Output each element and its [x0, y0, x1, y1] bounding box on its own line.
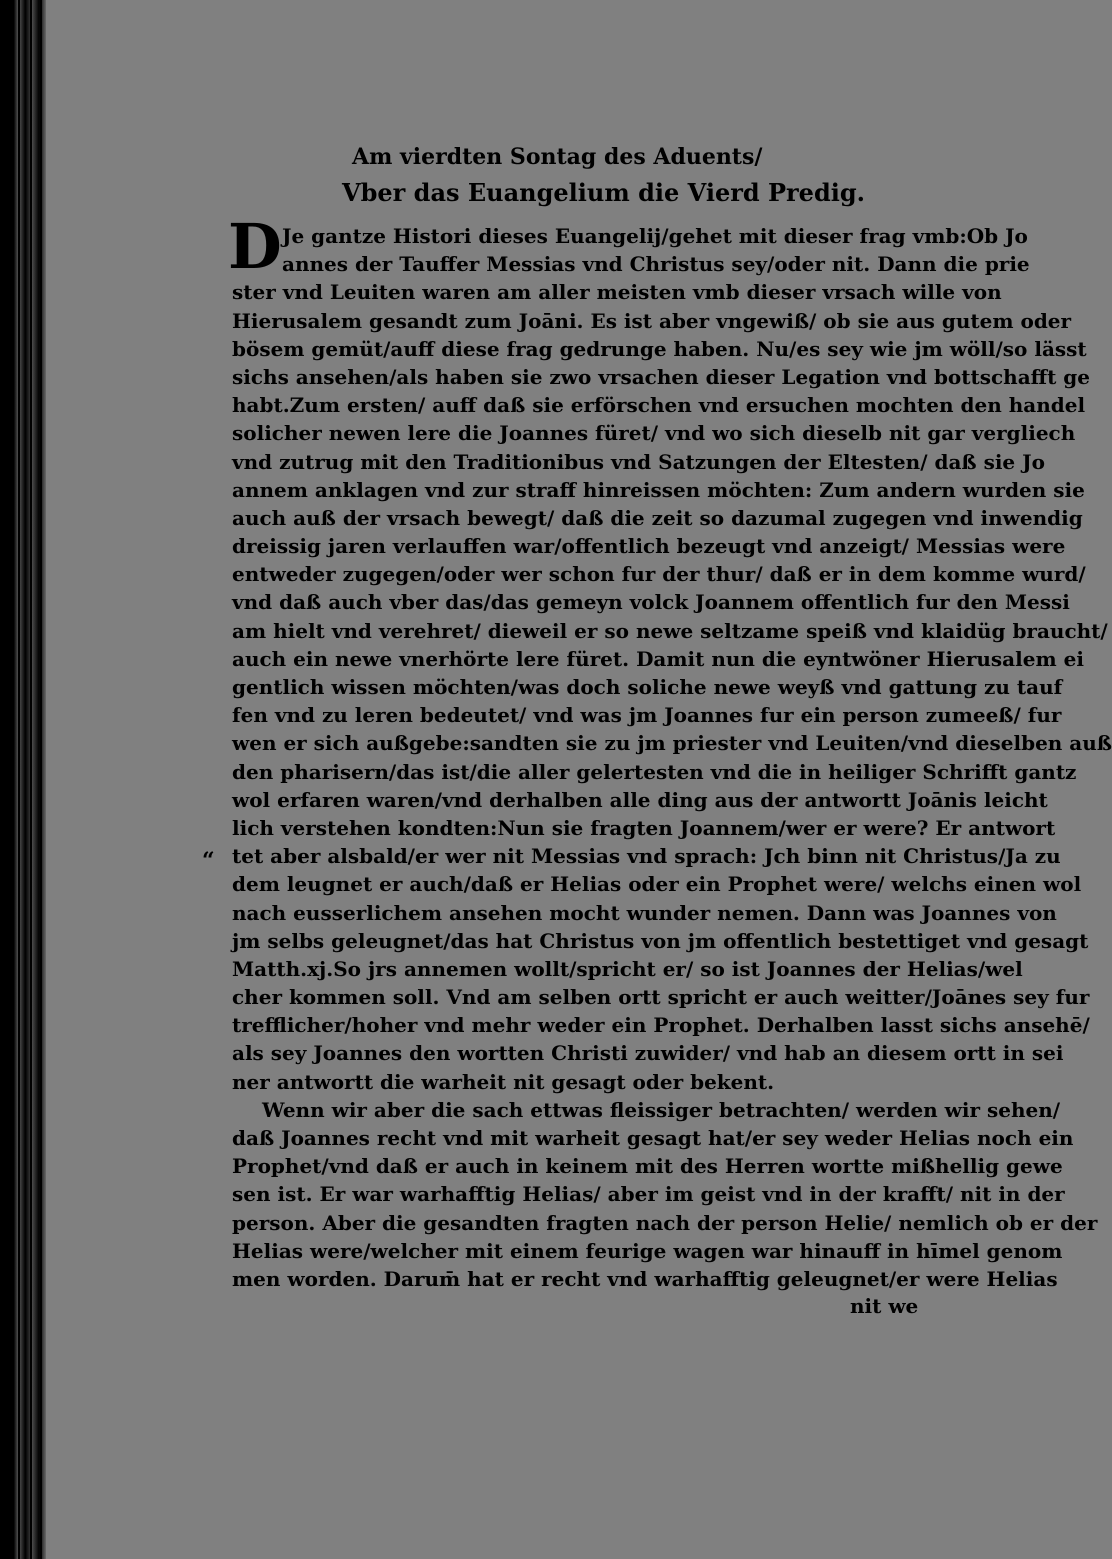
text-line: Wenn wir aber die sach ettwas fleissiger betrachten/ werden wir sehen/	[262, 1097, 1061, 1122]
text-line: tet aber alsbald/er wer nit Messias vnd sprach: Jch binn nit Christus/Ja zu	[232, 844, 1061, 869]
sermon-subheading: Vber das Euangelium die Vierd Predig.	[342, 178, 865, 207]
text-line: als sey Joannes den wortten Christi zuwider/ vnd hab an diesem ortt in sei	[232, 1041, 1064, 1066]
text-line: lich verstehen kondten:Nun sie fragten Joannem/wer er were? Er antwort	[232, 815, 1056, 840]
text-line: sen ist. Er war warhafftig Helias/ aber im geist vnd in der krafft/ nit in der	[232, 1182, 1065, 1207]
text-line: wen er sich außgebe:sandten sie zu jm priester vnd Leuiten/vnd dieselben auß	[232, 731, 1112, 756]
text-line: nach eusserlichem ansehen mocht wunder nemen. Dann was Joannes von	[232, 900, 1057, 925]
text-line: solicher newen lere die Joannes füret/ vnd wo sich dieselb nit gar vergliech	[232, 421, 1076, 446]
text-line: am hielt vnd verehret/ dieweil er so newe seltzame speiß vnd klaidüg braucht/	[232, 618, 1108, 643]
sermon-body	[228, 210, 1112, 1293]
text-line: ner antwortt die warheit nit gesagt oder bekent.	[232, 1069, 775, 1094]
text-line: wol erfaren waren/vnd derhalben alle ding aus der antwortt Joānis leicht	[232, 787, 1048, 812]
text-line: trefflicher/hoher vnd mehr weder ein Prophet. Derhalben lasst sichs ansehē/	[232, 1013, 1090, 1038]
text-line: auch ein newe vnerhörte lere füret. Damit nun die eyntwöner Hierusalem ei	[232, 646, 1084, 671]
text-line: dem leugnet er auch/daß er Helias oder ein Prophet were/ welchs einen wol	[232, 872, 1082, 897]
text-line: habt.Zum ersten/ auff daß sie erförschen vnd ersuchen mochten den handel	[232, 393, 1086, 418]
text-line: Je gantze Histori dieses Euangelij/gehet mit dieser frag vmb:Ob Jo	[282, 224, 1028, 248]
page-edge-line	[18, 0, 20, 1559]
text-line: vnd daß auch vber das/das gemeyn volck Joannem offentlich fur den Messi	[232, 590, 1070, 615]
text-line: person. Aber die gesandten fragten nach der person Helie/ nemlich ob er der	[232, 1210, 1098, 1235]
text-line: bösem gemüt/auff diese frag gedrunge haben. Nu/es sey wie jm wöll/so lässt	[232, 336, 1087, 361]
page-edge-line	[40, 0, 42, 1559]
text-line: den pharisern/das ist/die aller gelertesten vnd die in heiliger Schrifft gantz	[232, 759, 1077, 784]
text-line: men worden. Darum̄ hat er recht vnd warhafftig geleugnet/er were Helias	[232, 1266, 1058, 1291]
text-line: entweder zugegen/oder wer schon fur der thur/ daß er in dem komme wurd/	[232, 562, 1086, 587]
text-line: daß Joannes recht vnd mit warheit gesagt hat/er sey weder Helias noch ein	[232, 1126, 1074, 1150]
text-line: vnd zutrug mit den Traditionibus vnd Satzungen der Eltesten/ daß sie Jo	[232, 449, 1045, 474]
text-line: cher kommen soll. Vnd am selben ortt spricht er auch weitter/Joānes sey fur	[232, 985, 1090, 1010]
text-line: Helias were/welcher mit einem feurige wagen war hinauff in hīmel genom	[232, 1238, 1063, 1263]
page-edge-line	[30, 0, 32, 1559]
text-line: fen vnd zu leren bedeutet/ vnd was jm Joannes fur ein person zumeeß/ fur	[232, 703, 1062, 728]
text-line: annes der Tauffer Messias vnd Christus sey/oder nit. Dann die prie	[282, 252, 1030, 277]
sermon-heading: Am vierdten Sontag des Aduents/	[352, 144, 763, 170]
margin-quote-mark: “	[202, 848, 215, 874]
text-line: Prophet/vnd daß er auch in keinem mit des Herren wortte mißhellig gewe	[232, 1154, 1063, 1179]
text-line: Hierusalem gesandt zum Joāni. Es ist aber vngewiß/ ob sie aus gutem oder	[232, 308, 1072, 333]
book-page-edge	[0, 0, 46, 1559]
catchword: nit we	[850, 1294, 919, 1318]
text-line: Matth.xj.So jrs annemen wollt/spricht er/ so ist Joannes der Helias/wel	[232, 956, 1023, 981]
text-line: sichs ansehen/als haben sie zwo vrsachen dieser Legation vnd bottschafft ge	[232, 364, 1091, 389]
drop-cap-initial: D	[228, 210, 282, 283]
text-line: annem anklagen vnd zur straff hinreissen möchten: Zum andern wurden sie	[232, 477, 1085, 502]
text-line: auch auß der vrsach bewegt/ daß die zeit so dazumal zugegen vnd inwendig	[232, 505, 1083, 530]
text-line: gentlich wissen möchten/was doch soliche newe weyß vnd gattung zu tauf	[232, 675, 1063, 699]
text-line: ster vnd Leuiten waren am aller meisten vmb dieser vrsach wille von	[232, 280, 1002, 305]
text-line: jm selbs geleugnet/das hat Christus von jm offentlich bestettiget vnd gesagt	[232, 928, 1089, 953]
text-line: dreissig jaren verlauffen war/offentlich bezeugt vnd anzeigt/ Messias were	[232, 534, 1066, 559]
